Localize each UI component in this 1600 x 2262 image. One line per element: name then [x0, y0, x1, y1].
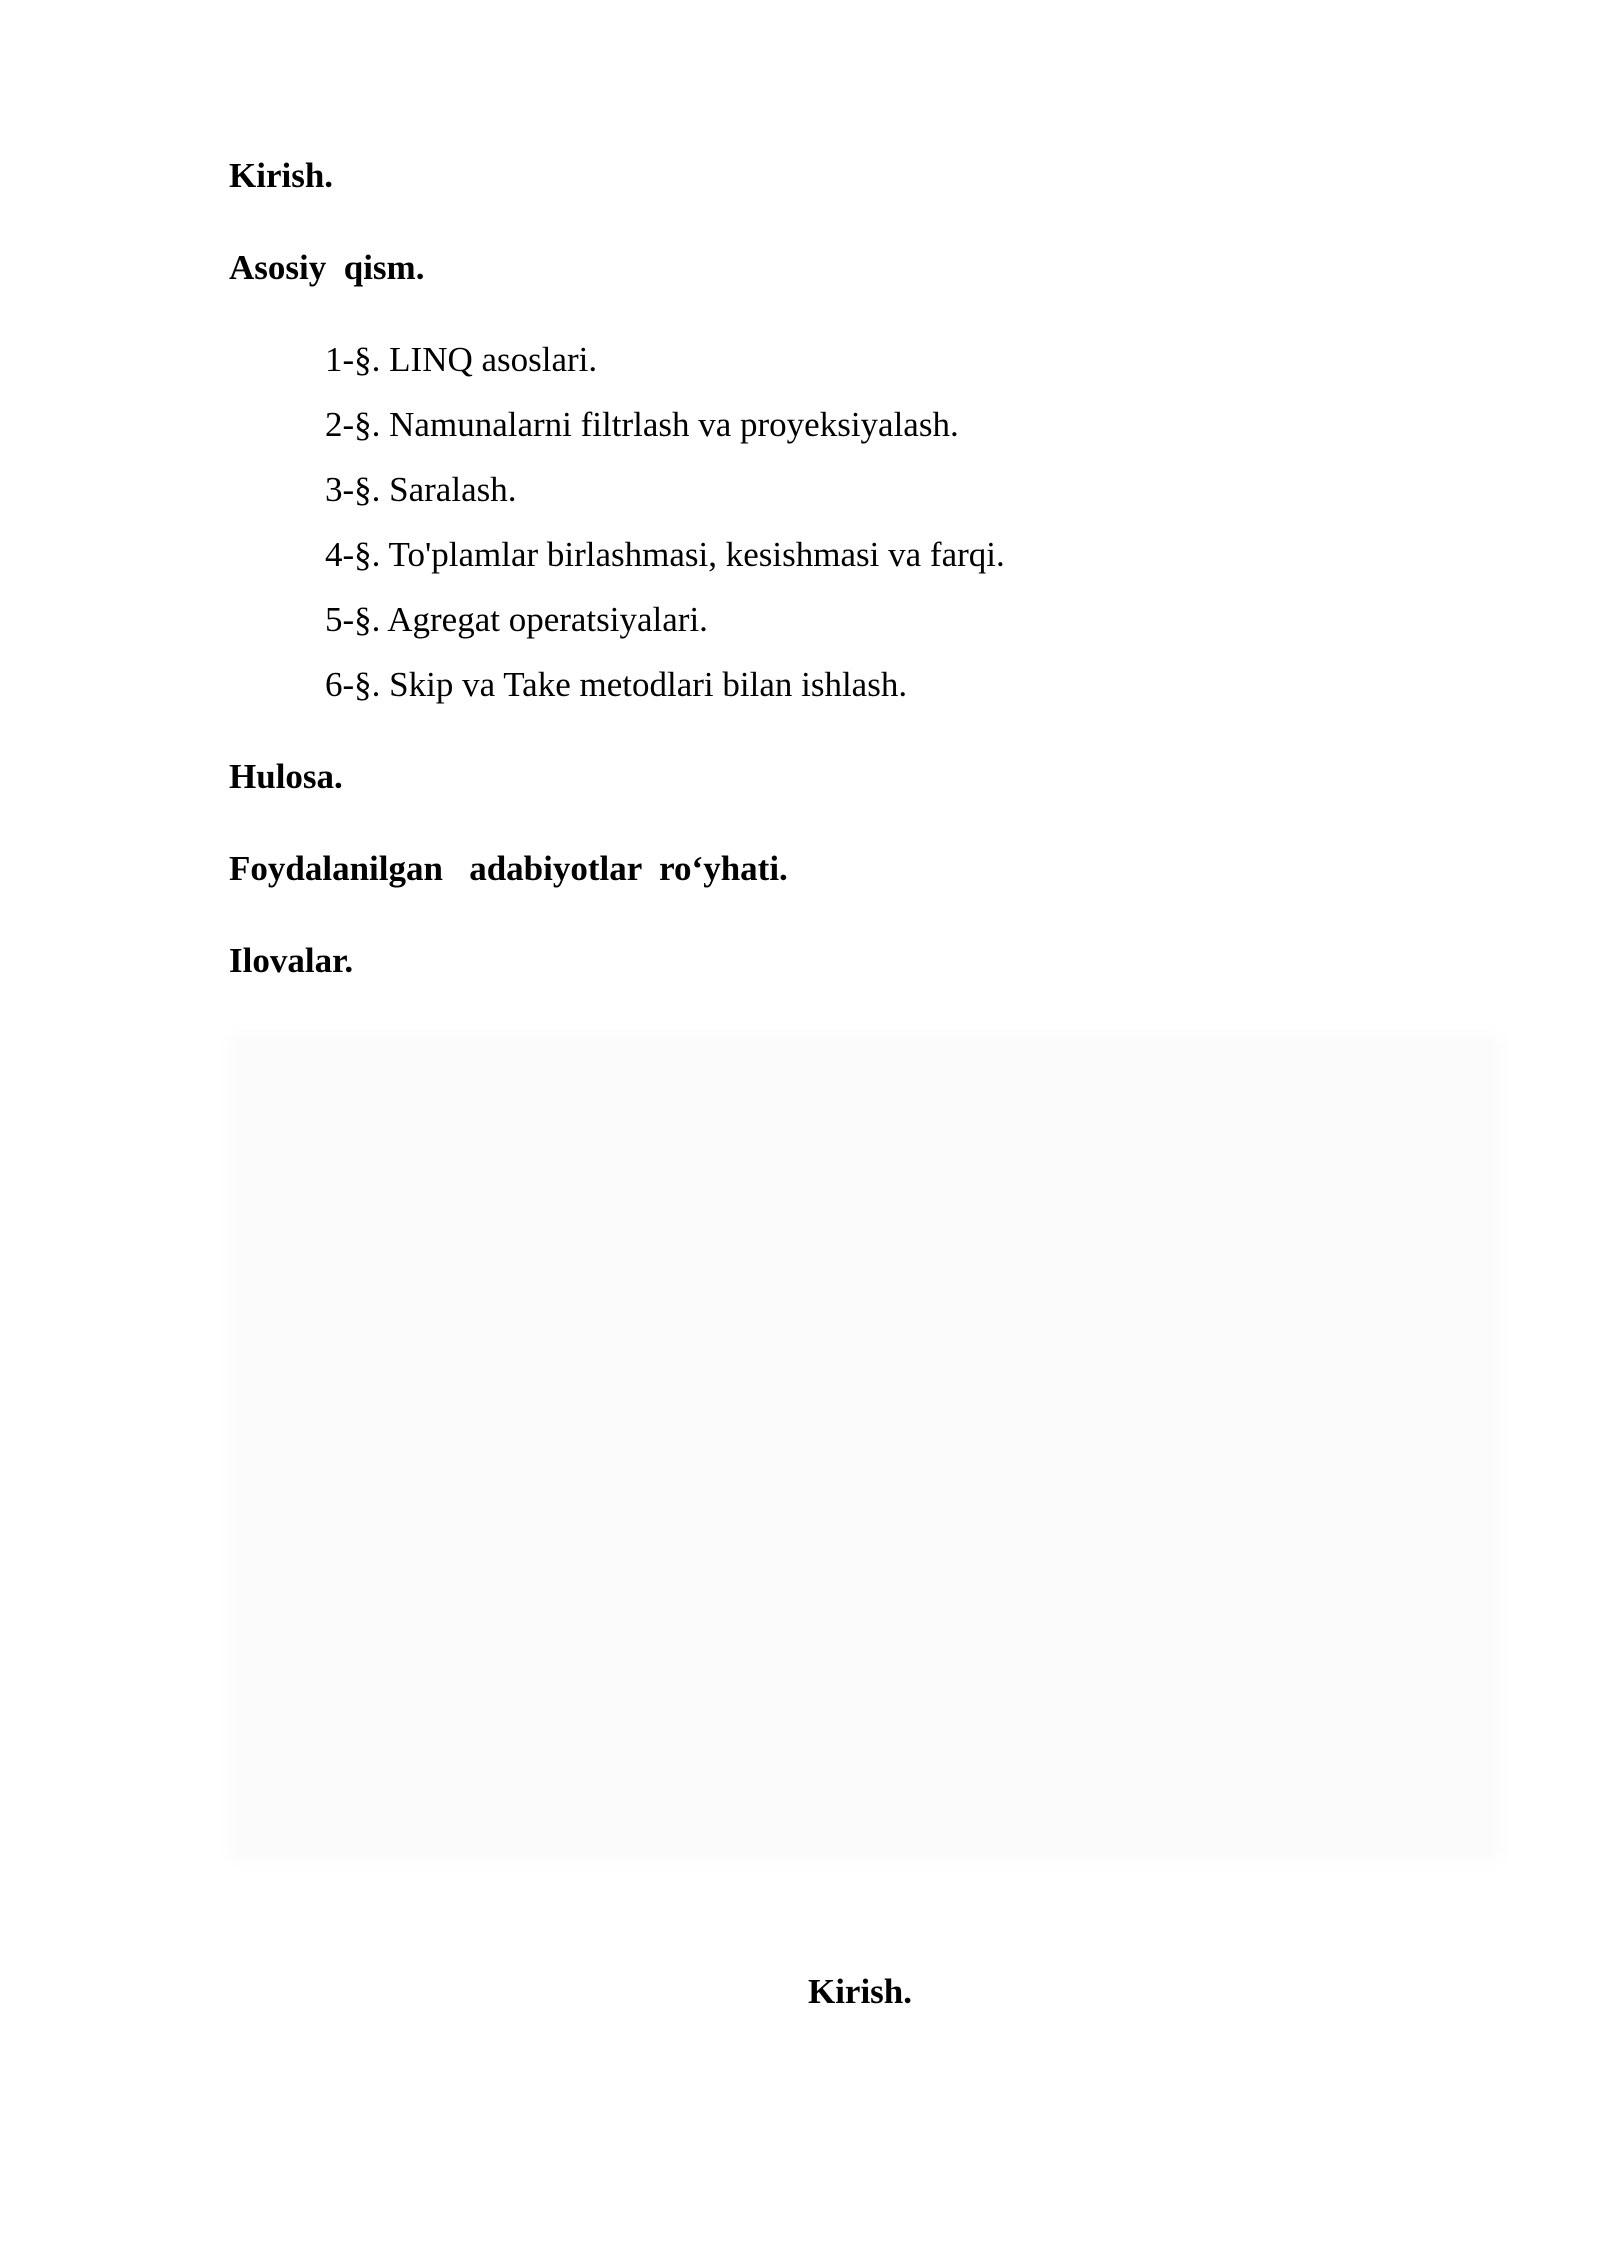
blank-image-area	[236, 1040, 1494, 1855]
toc-conclusion-heading: Hulosa.	[229, 757, 343, 796]
toc-section-4: 4-§. To'plamlar birlashmasi, kesishmasi va farqi.	[325, 535, 1005, 574]
toc-section-6: 6-§. Skip va Take metodlari bilan ishlash.	[325, 665, 908, 704]
intro-section-heading: Kirish.	[807, 1972, 913, 2011]
toc-main-part-heading: Asosiy qism.	[229, 248, 425, 287]
toc-references-heading: Foydalanilgan adabiyotlar ro‘yhati.	[229, 849, 788, 888]
toc-section-1: 1-§. LINQ asoslari.	[325, 340, 598, 379]
toc-section-2: 2-§. Namunalarni filtrlash va proyeksiyalash.	[325, 405, 959, 444]
toc-section-5: 5-§. Agregat operatsiyalari.	[325, 600, 708, 639]
toc-intro-heading: Kirish.	[229, 156, 334, 195]
toc-appendices-heading: Ilovalar.	[229, 941, 354, 980]
toc-section-3: 3-§. Saralash.	[325, 470, 517, 509]
